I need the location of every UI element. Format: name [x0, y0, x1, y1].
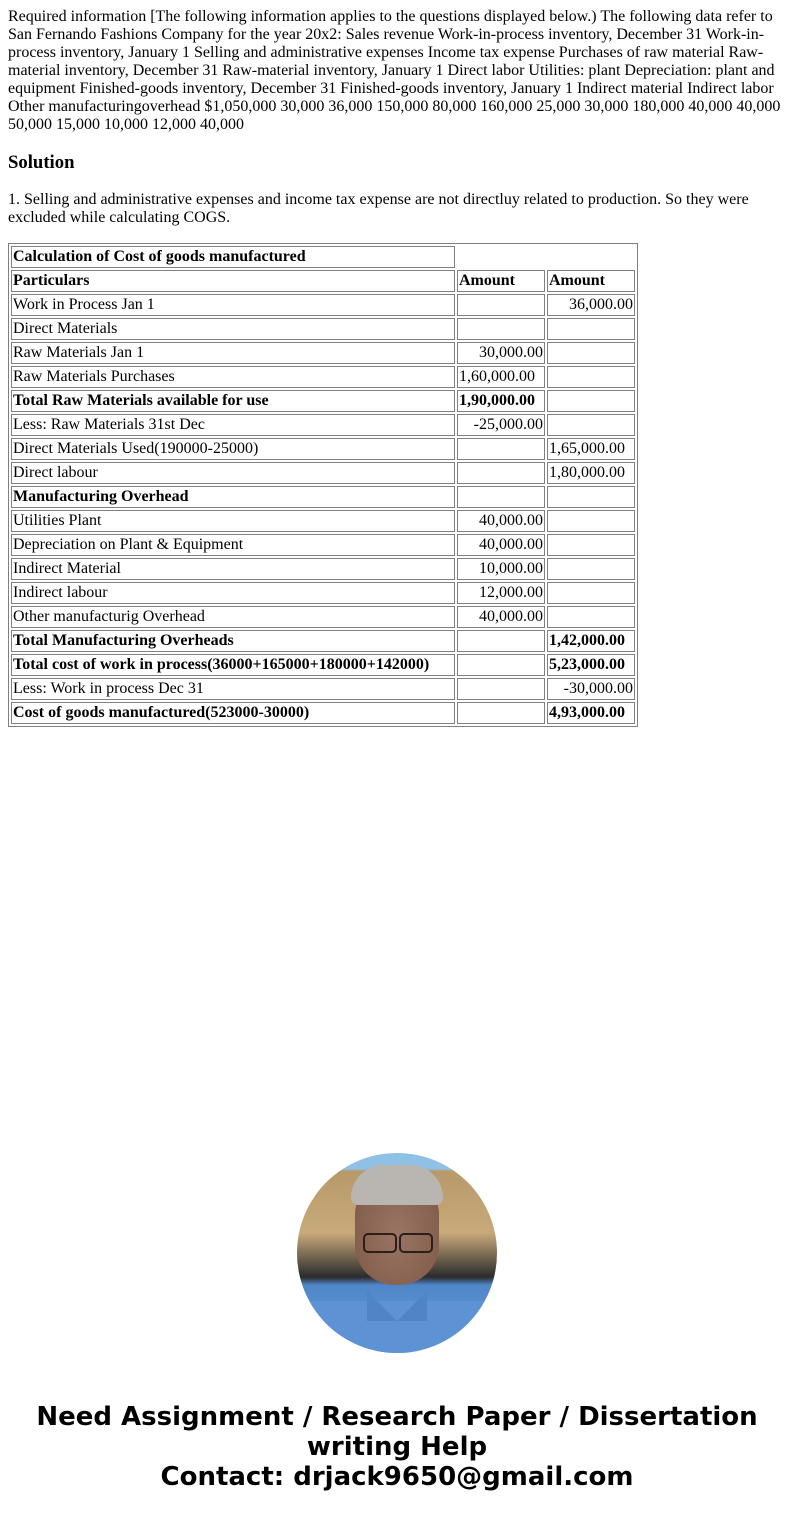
cell-amount-1: 40,000.00 [457, 534, 545, 556]
cell-amount-2 [547, 414, 635, 436]
cell-amount-2 [547, 390, 635, 412]
table-row [11, 702, 635, 724]
table-row [11, 342, 635, 364]
cell-amount-1 [457, 294, 545, 316]
cell-particular: Manufacturing Overhead [11, 486, 455, 508]
table-row [11, 294, 635, 316]
cell-particular: Depreciation on Plant & Equipment [11, 534, 455, 556]
empty-cell [457, 246, 635, 268]
cell-amount-2: 1,80,000.00 [547, 462, 635, 484]
solution-heading: Solution [8, 152, 75, 173]
cell-particular: Less: Work in process Dec 31 [11, 678, 455, 700]
cell-amount-2 [547, 342, 635, 364]
cell-amount-1: 40,000.00 [457, 510, 545, 532]
cell-particular: Total cost of work in process(36000+165000+180000+142000) [11, 654, 455, 676]
table-row [11, 558, 635, 580]
cell-particular: Other manufacturig Overhead [11, 606, 455, 628]
table-row [11, 438, 635, 460]
cell-amount-2 [547, 558, 635, 580]
cell-particular: Indirect labour [11, 582, 455, 604]
cell-amount-1 [457, 438, 545, 460]
table-row [11, 486, 635, 508]
table-row [11, 582, 635, 604]
cell-amount-2 [547, 582, 635, 604]
cell-particular: Less: Raw Materials 31st Dec [11, 414, 455, 436]
question-text: Required information [The following information applies to the questions displayed below.) The following data refer to San Fernando Fashions Company for the year 20x2: Sales revenue Work-in-process inventory, December 31 Work-in-process inventory, January 1 Selling and administrative expenses Income tax expense Purchases of raw material Raw-material inventory, December 31 Raw-material inventory, January 1 Direct labor Utilities: plant Depreciation: plant and equipment Finished-goods inventory, December 31 Finished-goods inventory, January 1 Indirect material Indirect labor Other manufacturingoverhead $1,050,000 30,000 36,000 150,000 80,000 160,000 25,000 30,000 180,000 40,000 40,000 50,000 15,000 10,000 12,000 40,000 [8, 8, 781, 133]
table-row [11, 462, 635, 484]
cell-amount-1: 40,000.00 [457, 606, 545, 628]
cell-amount-2: 1,65,000.00 [547, 438, 635, 460]
cell-amount-2 [547, 366, 635, 388]
tutor-avatar [297, 1153, 497, 1353]
promo-contact: Contact: drjack9650@gmail.com [160, 1462, 634, 1492]
cell-amount-1 [457, 678, 545, 700]
cell-amount-2 [547, 318, 635, 340]
cell-particular: Total Manufacturing Overheads [11, 630, 455, 652]
cell-amount-1: 12,000.00 [457, 582, 545, 604]
cell-particular: Cost of goods manufactured(523000-30000) [11, 702, 455, 724]
cell-particular: Total Raw Materials available for use [11, 390, 455, 412]
cell-amount-2 [547, 486, 635, 508]
cell-amount-2: 36,000.00 [547, 294, 635, 316]
cell-particular: Utilities Plant [11, 510, 455, 532]
table-title-row [11, 246, 635, 268]
cell-amount-2 [547, 606, 635, 628]
cell-amount-2: 4,93,000.00 [547, 702, 635, 724]
cell-particular: Indirect Material [11, 558, 455, 580]
cogs-table [8, 243, 638, 727]
cell-amount-2: 5,23,000.00 [547, 654, 635, 676]
avatar-glasses-icon [363, 1233, 433, 1251]
header-amount-2: Amount [547, 270, 635, 292]
table-row [11, 534, 635, 556]
cell-amount-1 [457, 630, 545, 652]
table-header-row [11, 270, 635, 292]
promo-line-2: writing Help [306, 1432, 488, 1462]
promo-banner [0, 1402, 794, 1492]
cell-amount-1: 1,60,000.00 [457, 366, 545, 388]
cell-amount-1: 30,000.00 [457, 342, 545, 364]
cell-amount-2 [547, 510, 635, 532]
cell-amount-1 [457, 654, 545, 676]
table-row [11, 390, 635, 412]
cell-particular: Raw Materials Jan 1 [11, 342, 455, 364]
cell-amount-1: 10,000.00 [457, 558, 545, 580]
promo-line-1: Need Assignment / Research Paper / Dissertation [36, 1402, 758, 1432]
cell-amount-1: -25,000.00 [457, 414, 545, 436]
cell-amount-2: -30,000.00 [547, 678, 635, 700]
cell-amount-2: 1,42,000.00 [547, 630, 635, 652]
cell-particular: Direct labour [11, 462, 455, 484]
cell-amount-1 [457, 486, 545, 508]
avatar-hair [351, 1165, 443, 1205]
table-row [11, 630, 635, 652]
table-row [11, 318, 635, 340]
cell-amount-1 [457, 702, 545, 724]
cell-particular: Direct Materials [11, 318, 455, 340]
table-row [11, 606, 635, 628]
cell-particular: Work in Process Jan 1 [11, 294, 455, 316]
table-row [11, 654, 635, 676]
table-row [11, 366, 635, 388]
cell-particular: Direct Materials Used(190000-25000) [11, 438, 455, 460]
cell-amount-1 [457, 462, 545, 484]
table-row [11, 414, 635, 436]
solution-explanation: 1. Selling and administrative expenses and income tax expense are not directluy related to production. So they were excluded while calculating COGS. [8, 191, 749, 226]
avatar-shirt [297, 1301, 497, 1353]
cell-particular: Raw Materials Purchases [11, 366, 455, 388]
table-row [11, 678, 635, 700]
table-title: Calculation of Cost of goods manufactured [11, 246, 455, 268]
table-row [11, 510, 635, 532]
cell-amount-1 [457, 318, 545, 340]
header-amount-1: Amount [457, 270, 545, 292]
header-particulars: Particulars [11, 270, 455, 292]
cell-amount-1: 1,90,000.00 [457, 390, 545, 412]
cell-amount-2 [547, 534, 635, 556]
page-content [0, 0, 794, 727]
